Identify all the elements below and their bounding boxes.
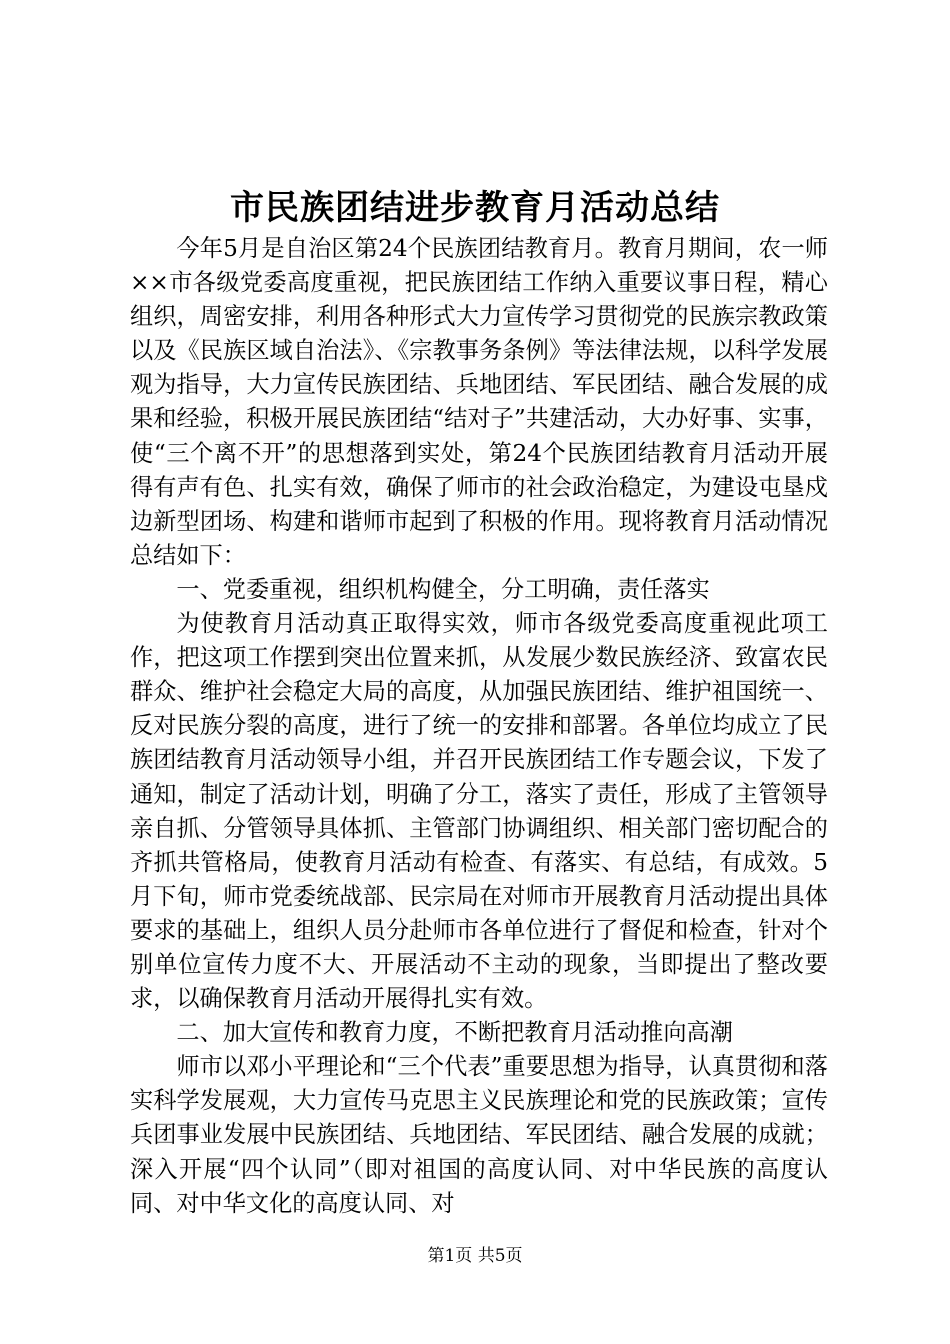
paragraph-intro: 今年5月是自治区第24个民族团结教育月。教育月期间，农一师××市各级党委高度重视，把民族团结工作纳入重要议事日程，精心组织，周密安排，利用各种形式大力宣传学习贯彻党的民族宗教政策以及《民族区域自治法》、《宗教事务条例》等法律法规，以科学发展观为指导，大力宣传民族团结、兵地团结、军民团结、融合发展的成果和经验，积极开展民族团结“结对子”共建活动，大办好事、实事，使“三个离不开”的思想落到实处，第24个民族团结教育月活动开展得有声有色、扎实有效，确保了师市的社会政治稳定，为建设屯垦戍边新型团场、构建和谐师市起到了积极的作用。现将教育月活动情况总结如下： bbox=[130, 235, 828, 569]
paragraph-section-2: 师市以邓小平理论和“三个代表”重要思想为指导，认真贯彻和落实科学发展观，大力宣传马克思主义民族理论和党的民族政策；宣传兵团事业发展中民族团结、兵地团结、军民团结、融合发展的成就；深入开展“四个认同”（即对祖国的高度认同、对中华民族的高度认同、对中华文化的高度认同、对 bbox=[130, 1053, 828, 1217]
document-title: 市民族团结进步教育月活动总结 bbox=[230, 188, 720, 228]
section-heading-2: 二、加大宣传和教育力度，不断把教育月活动推向高潮 bbox=[176, 1019, 733, 1047]
paragraph-section-1: 为使教育月活动真正取得实效，师市各级党委高度重视此项工作，把这项工作摆到突出位置来抓，从发展少数民族经济、致富农民群众、维护社会稳定大局的高度，从加强民族团结、维护祖国统一、反对民族分裂的高度，进行了统一的安排和部署。各单位均成立了民族团结教育月活动领导小组，并召开民族团结工作专题会议，下发了通知，制定了活动计划，明确了分工，落实了责任，形成了主管领导亲自抓、分管领导具体抓、主管部门协调组织、相关部门密切配合的齐抓共管格局，使教育月活动有检查、有落实、有总结，有成效。5月下旬，师市党委统战部、民宗局在对师市开展教育月活动提出具体要求的基础上，组织人员分赴师市各单位进行了督促和检查，针对个别单位宣传力度不大、开展活动不主动的现象，当即提出了整改要求，以确保教育月活动开展得扎实有效。 bbox=[130, 610, 828, 1013]
page-footer: 第1页 共5页 bbox=[427, 1246, 523, 1266]
section-heading-1: 一、党委重视，组织机构健全，分工明确，责任落实 bbox=[176, 575, 710, 603]
document-body bbox=[130, 232, 828, 1221]
